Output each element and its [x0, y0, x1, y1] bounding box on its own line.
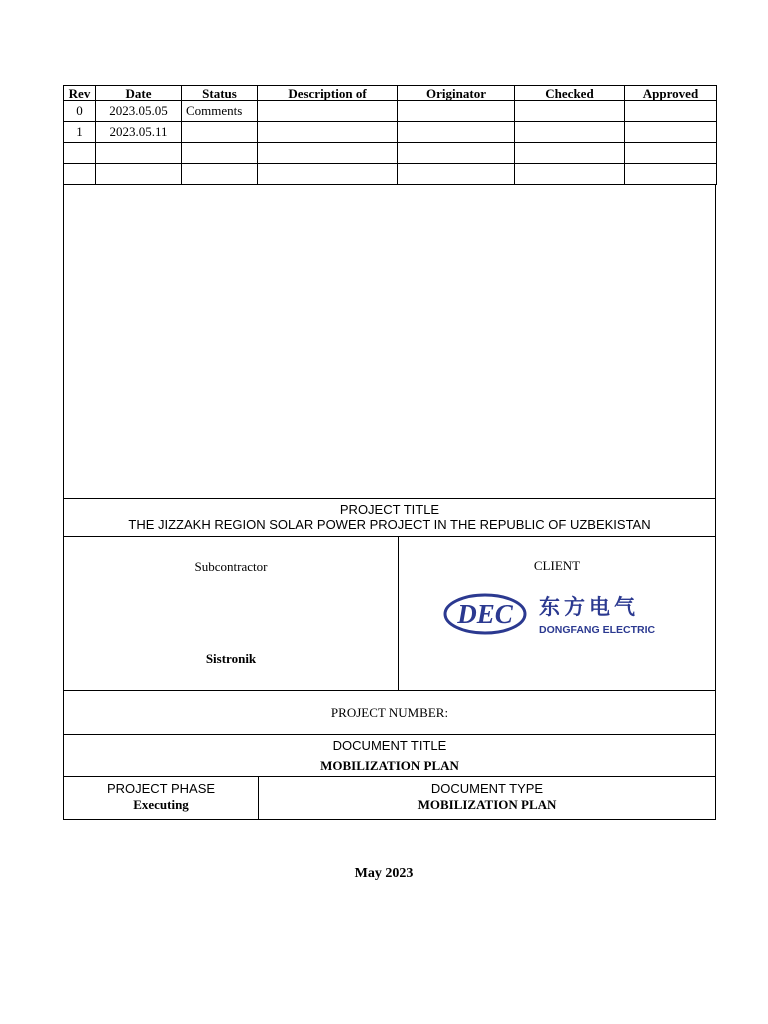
- project-title-label: PROJECT TITLE: [339, 502, 440, 517]
- subcontractor-label: Subcontractor: [194, 559, 268, 574]
- cell-date: 2023.05.11: [96, 122, 182, 143]
- document-type-value: MOBILIZATION PLAN: [417, 797, 557, 812]
- cell-rev: 1: [64, 122, 96, 143]
- table-row: [64, 143, 717, 164]
- cell-date: 2023.05.05: [96, 101, 182, 122]
- cell-status: [182, 143, 258, 164]
- logo-chinese: 东方电气: [539, 595, 639, 619]
- client-label: CLIENT: [533, 558, 581, 573]
- header-originator: Originator: [398, 86, 515, 101]
- revision-header-row: [64, 86, 717, 101]
- revision-table: [63, 85, 717, 185]
- document-title-block: [63, 735, 716, 777]
- project-number-label: PROJECT NUMBER:: [330, 705, 449, 720]
- project-title-block: [63, 499, 716, 537]
- cell-rev: [64, 164, 96, 185]
- parties-block: [63, 537, 716, 691]
- cell-date: [96, 164, 182, 185]
- header-status: Status: [182, 86, 258, 101]
- document-type-label: DOCUMENT TYPE: [430, 781, 544, 796]
- header-date: Date: [96, 86, 182, 101]
- cell-originator: [398, 101, 515, 122]
- cell-status: Comments: [182, 101, 258, 122]
- document-date: May 2023: [354, 866, 414, 881]
- phase-type-block: [63, 777, 716, 820]
- logo-english: DONGFANG ELECTRIC: [539, 624, 656, 636]
- project-number-block: [63, 691, 716, 735]
- logo-abbr: DEC: [457, 599, 513, 629]
- cell-date: [96, 143, 182, 164]
- table-row: [64, 164, 717, 185]
- subcontractor-name: Sistronik: [205, 651, 257, 666]
- dongfang-electric-logo: [443, 591, 663, 637]
- cell-originator: [398, 164, 515, 185]
- cell-status: [182, 164, 258, 185]
- cell-checked: [515, 101, 625, 122]
- cell-description: [258, 143, 398, 164]
- cell-approved: [625, 101, 717, 122]
- table-row: [64, 122, 717, 143]
- cell-description: [258, 122, 398, 143]
- table-row: [64, 101, 717, 122]
- cell-checked: [515, 122, 625, 143]
- cell-originator: [398, 143, 515, 164]
- header-approved: Approved: [625, 86, 717, 101]
- header-checked: Checked: [515, 86, 625, 101]
- blank-area: [63, 185, 716, 499]
- project-phase-cell: [64, 777, 259, 819]
- client-cell: [399, 537, 715, 690]
- document-title-value: MOBILIZATION PLAN: [320, 758, 459, 773]
- cell-status: [182, 122, 258, 143]
- cell-approved: [625, 164, 717, 185]
- project-phase-value: Executing: [133, 797, 189, 812]
- cell-checked: [515, 143, 625, 164]
- cell-description: [258, 164, 398, 185]
- cell-rev: 0: [64, 101, 96, 122]
- project-title-value: THE JIZZAKH REGION SOLAR POWER PROJECT IN THE REPUBLIC OF UZBEKISTAN: [128, 517, 651, 532]
- document-title-label: DOCUMENT TITLE: [332, 738, 447, 753]
- document-type-cell: [259, 777, 715, 819]
- project-phase-label: PROJECT PHASE: [106, 781, 216, 796]
- cell-originator: [398, 122, 515, 143]
- subcontractor-cell: [64, 537, 399, 690]
- cell-rev: [64, 143, 96, 164]
- cell-approved: [625, 143, 717, 164]
- cell-description: [258, 101, 398, 122]
- header-description: Description of: [258, 86, 398, 101]
- cell-approved: [625, 122, 717, 143]
- cell-checked: [515, 164, 625, 185]
- cover-sheet: [63, 85, 716, 820]
- header-rev: Rev: [64, 86, 96, 101]
